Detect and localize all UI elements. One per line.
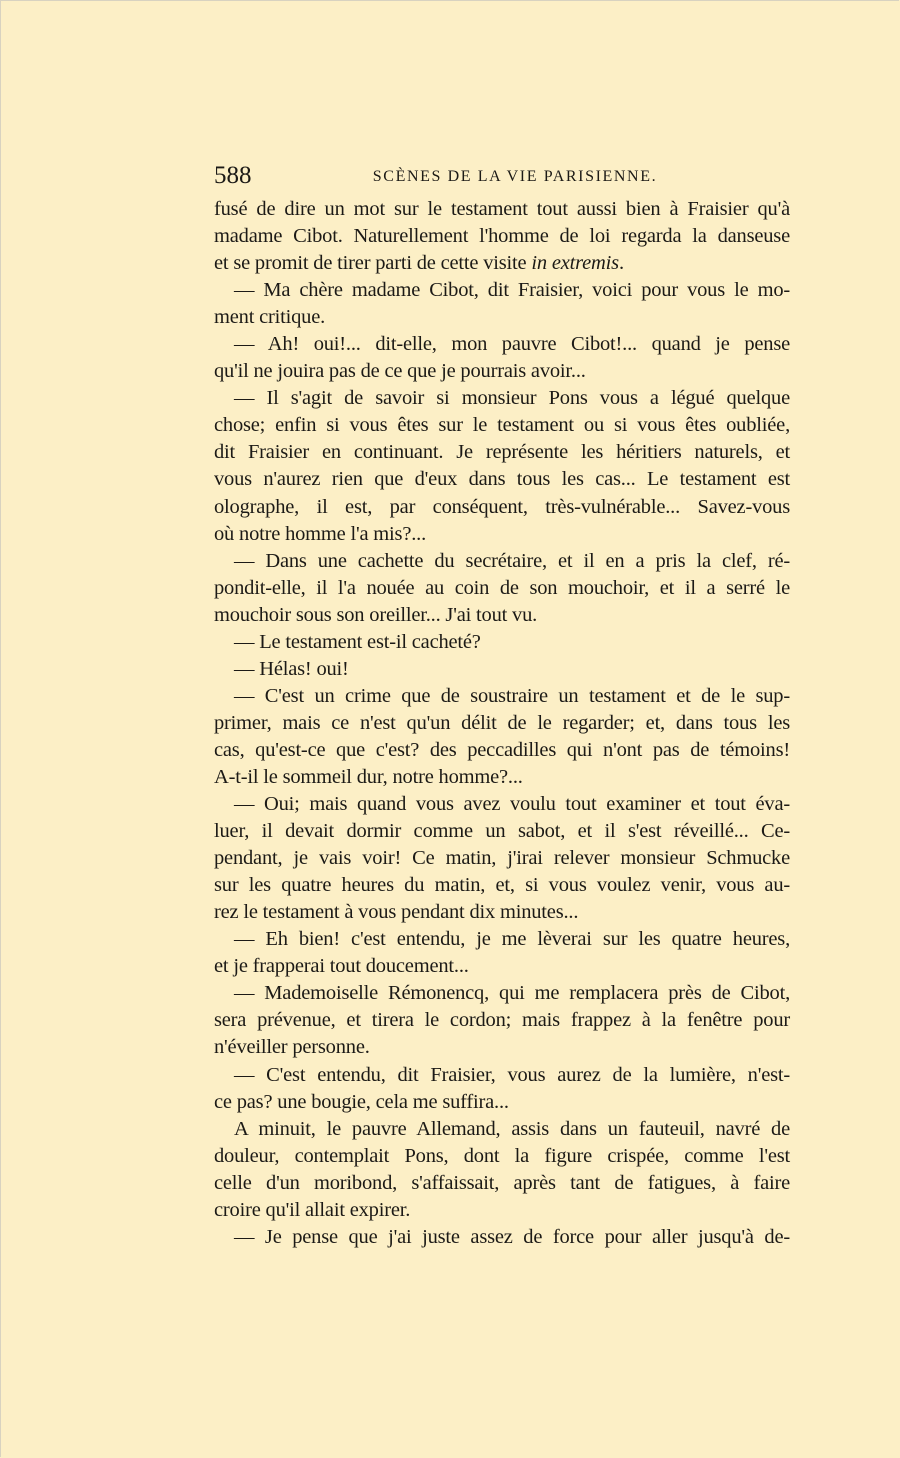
text-line: A-t-il le sommeil dur, notre homme?... xyxy=(214,765,523,788)
text-line: A minuit, le pauvre Allemand, assis dans un fauteuil, navré de xyxy=(234,1117,790,1140)
text-line: — Je pense que j'ai juste assez de force pour aller jusqu'à de- xyxy=(234,1225,790,1248)
text-line: pendant, je vais voir! Ce matin, j'irai relever monsieur Schmucke xyxy=(214,847,790,870)
text-span: . xyxy=(618,252,624,275)
text-line: sur les quatre heures du matin, et, si vous voulez venir, vous au- xyxy=(214,874,790,897)
running-title: SCÈNES DE LA VIE PARISIENNE. xyxy=(372,168,658,185)
text-line: — Eh bien! c'est entendu, je me lèverai sur les quatre heures, xyxy=(234,928,790,951)
text-line: luer, il devait dormir comme un sabot, et il s'est réveillé... Ce- xyxy=(214,820,790,843)
text-line: douleur, contemplait Pons, dont la figure crispée, comme l'est xyxy=(214,1144,790,1167)
text-line: pondit-elle, il l'a nouée au coin de son mouchoir, et il a serré le xyxy=(214,576,790,599)
text-line: n'éveiller personne. xyxy=(214,1036,370,1059)
text-line: fusé de dire un mot sur le testament tout aussi bien à Fraisier qu'à xyxy=(214,198,790,220)
text-line: — Ah! oui!... dit-elle, mon pauvre Cibot!... quand je pense xyxy=(234,333,790,356)
text-line: mouchoir sous son oreiller... J'ai tout vu. xyxy=(214,603,538,626)
text-line xyxy=(214,250,790,277)
body-text xyxy=(214,196,790,1251)
text-line: — C'est un crime que de soustraire un testament et de le sup- xyxy=(234,684,790,707)
text-line: dit Fraisier en continuant. Je représente les héritiers naturels, et xyxy=(214,441,790,464)
page-number: 588 xyxy=(214,162,252,189)
text-line: — Le testament est-il cacheté? xyxy=(234,630,481,653)
text-line: celle d'un moribond, s'affaissait, après tant de fatigues, à faire xyxy=(214,1171,790,1194)
text-line: — Oui; mais quand vous avez voulu tout examiner et tout éva- xyxy=(234,793,790,816)
text-line: cas, qu'est-ce que c'est? des peccadilles qui n'ont pas de témoins! xyxy=(214,738,790,761)
text-span: et se promit de tirer parti de cette visite xyxy=(214,252,532,275)
text-line: madame Cibot. Naturellement l'homme de loi regarda la danseuse xyxy=(214,225,790,248)
text-line: chose; enfin si vous êtes sur le testament ou si vous êtes oubliée, xyxy=(214,414,790,437)
text-line: ce pas? une bougie, cela me suffira... xyxy=(214,1090,509,1113)
text-line: — C'est entendu, dit Fraisier, vous aurez de la lumière, n'est- xyxy=(234,1063,790,1086)
text-line: qu'il ne jouira pas de ce que je pourrais avoir... xyxy=(214,360,586,383)
text-line: — Dans une cachette du secrétaire, et il en a pris la clef, ré- xyxy=(234,549,790,572)
text-line: primer, mais ce n'est qu'un délit de le regarder; et, dans tous les xyxy=(214,711,790,734)
text-line: — Mademoiselle Rémonencq, qui me remplacera près de Cibot, xyxy=(234,982,790,1005)
text-line: ment critique. xyxy=(214,306,326,329)
text-line: et je frapperai tout doucement... xyxy=(214,955,469,978)
italic-phrase: in extremis xyxy=(531,252,619,275)
text-line: croire qu'il allait expirer. xyxy=(214,1198,411,1221)
page-header xyxy=(214,161,792,191)
text-line: — Ma chère madame Cibot, dit Fraisier, voici pour vous le mo- xyxy=(234,279,790,302)
text-line: où notre homme l'a mis?... xyxy=(214,522,426,545)
text-line: vous n'aurez rien que d'eux dans tous les cas... Le testament est xyxy=(214,468,790,491)
text-line: sera prévenue, et tirera le cordon; mais frappez à la fenêtre pour xyxy=(214,1009,790,1032)
text-line: olographe, il est, par conséquent, très-vulnérable... Savez-vous xyxy=(214,495,790,518)
text-line: — Il s'agit de savoir si monsieur Pons vous a légué quelque xyxy=(234,387,790,410)
text-line: rez le testament à vous pendant dix minutes... xyxy=(214,901,579,924)
text-line: — Hélas! oui! xyxy=(234,657,349,680)
